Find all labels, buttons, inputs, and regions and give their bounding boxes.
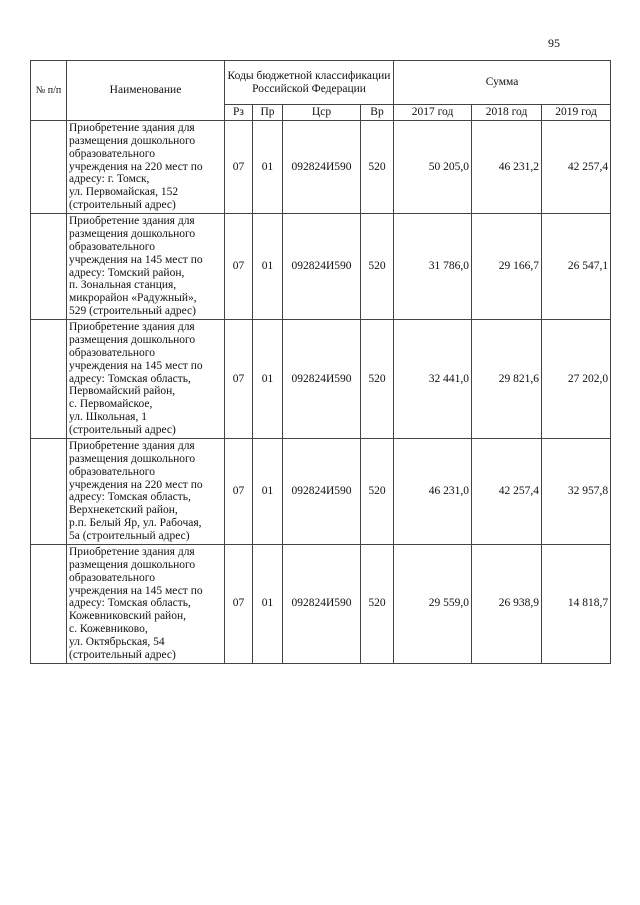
name-line: образовательного (69, 571, 155, 584)
cell-pr: 01 (253, 438, 283, 544)
cell-2018: 29 821,6 (472, 320, 542, 439)
cell-2018: 26 938,9 (472, 544, 542, 663)
name-line: адресу: Томский район, (69, 266, 185, 279)
name-line: Первомайский район, (69, 385, 176, 398)
cell-vr: 520 (361, 438, 394, 544)
cell-2019: 27 202,0 (542, 320, 611, 439)
name-line: с. Первомайское, (69, 398, 153, 411)
name-line: размещения дошкольного (69, 134, 196, 147)
budget-table (30, 60, 611, 664)
header-num: № п/п (31, 61, 67, 121)
page-number: 95 (548, 36, 560, 50)
cell-rz: 07 (225, 120, 253, 213)
name-line: Кожевниковский район, (69, 610, 186, 623)
name-line: адресу: Томская область, (69, 491, 191, 504)
name-line: Верхнекетский район, (69, 504, 178, 517)
header-2017: 2017 год (394, 105, 472, 121)
cell-cer: 092824И590 (283, 120, 361, 213)
name-line: образовательного (69, 346, 155, 359)
header-rz: Рз (225, 105, 253, 121)
cell-rz: 07 (225, 544, 253, 663)
cell-2019: 26 547,1 (542, 214, 611, 320)
table-row (31, 438, 611, 544)
name-line: Приобретение здания для (69, 439, 195, 452)
name-line: размещения дошкольного (69, 452, 196, 465)
name-line: адресу: Томская область, (69, 372, 191, 385)
name-line: Приобретение здания для (69, 215, 195, 227)
row-name (67, 438, 225, 544)
cell-pr: 01 (253, 544, 283, 663)
cell-vr: 520 (361, 214, 394, 320)
header-pr: Пр (253, 105, 283, 121)
name-line: ул. Первомайская, 152 (69, 186, 179, 199)
name-line: учреждения на 220 мест по (69, 478, 203, 491)
row-number-cell (31, 214, 67, 320)
name-line: размещения дошкольного (69, 227, 196, 240)
name-line: образовательного (69, 147, 155, 160)
name-line: микрорайон «Радужный», (69, 292, 197, 305)
name-line: Приобретение здания для (69, 545, 195, 558)
name-line: (строительный адрес) (69, 648, 176, 661)
name-line: Приобретение здания для (69, 321, 195, 333)
row-number-cell (31, 120, 67, 213)
cell-cer: 092824И590 (283, 320, 361, 439)
cell-vr: 520 (361, 544, 394, 663)
name-line: адресу: г. Томск, (69, 173, 150, 186)
name-line: ул. Школьная, 1 (69, 411, 147, 424)
name-line: 529 (строительный адрес) (69, 305, 196, 318)
table-row (31, 320, 611, 439)
header-2018: 2018 год (472, 105, 542, 121)
name-line: р.п. Белый Яр, ул. Рабочая, (69, 517, 202, 530)
name-line: размещения дошкольного (69, 333, 196, 346)
header-2019: 2019 год (542, 105, 611, 121)
cell-2018: 29 166,7 (472, 214, 542, 320)
cell-pr: 01 (253, 120, 283, 213)
cell-rz: 07 (225, 214, 253, 320)
cell-2017: 32 441,0 (394, 320, 472, 439)
cell-2018: 46 231,2 (472, 120, 542, 213)
name-line: Приобретение здания для (69, 121, 195, 134)
cell-cer: 092824И590 (283, 214, 361, 320)
cell-2019: 42 257,4 (542, 120, 611, 213)
table-row (31, 120, 611, 213)
row-number-cell (31, 544, 67, 663)
name-line: учреждения на 220 мест по (69, 160, 203, 173)
header-name: Наименование (67, 61, 225, 121)
header-row-top (31, 61, 611, 105)
name-line: учреждения на 145 мест по (69, 253, 203, 266)
name-line: ул. Октябрьская, 54 (69, 636, 165, 648)
cell-2017: 46 231,0 (394, 438, 472, 544)
name-line: учреждения на 145 мест по (69, 584, 203, 597)
header-cer: Цср (283, 105, 361, 121)
name-line: (строительный адрес) (69, 199, 176, 212)
row-number-cell (31, 438, 67, 544)
cell-2017: 50 205,0 (394, 120, 472, 213)
cell-2018: 42 257,4 (472, 438, 542, 544)
name-line: образовательного (69, 465, 155, 478)
name-line: п. Зональная станция, (69, 279, 177, 292)
cell-cer: 092824И590 (283, 438, 361, 544)
cell-pr: 01 (253, 320, 283, 439)
cell-rz: 07 (225, 320, 253, 439)
cell-vr: 520 (361, 120, 394, 213)
table-row (31, 214, 611, 320)
cell-2019: 14 818,7 (542, 544, 611, 663)
row-name (67, 120, 225, 213)
cell-pr: 01 (253, 214, 283, 320)
header-vr: Вр (361, 105, 394, 121)
header-codes: Коды бюджетной классификации Российской Федерации (225, 61, 394, 105)
name-line: образовательного (69, 240, 155, 253)
cell-2019: 32 957,8 (542, 438, 611, 544)
name-line: с. Кожевниково, (69, 623, 148, 636)
cell-rz: 07 (225, 438, 253, 544)
row-name (67, 214, 225, 320)
name-line: адресу: Томская область, (69, 597, 191, 610)
cell-cer: 092824И590 (283, 544, 361, 663)
name-line: размещения дошкольного (69, 558, 196, 571)
cell-2017: 29 559,0 (394, 544, 472, 663)
cell-vr: 520 (361, 320, 394, 439)
table-row (31, 544, 611, 663)
name-line: учреждения на 145 мест по (69, 359, 203, 372)
header-sum: Сумма (394, 61, 611, 105)
row-name (67, 544, 225, 663)
row-number-cell (31, 320, 67, 439)
cell-2017: 31 786,0 (394, 214, 472, 320)
row-name (67, 320, 225, 439)
name-line: 5а (строительный адрес) (69, 530, 190, 542)
name-line: (строительный адрес) (69, 424, 176, 436)
